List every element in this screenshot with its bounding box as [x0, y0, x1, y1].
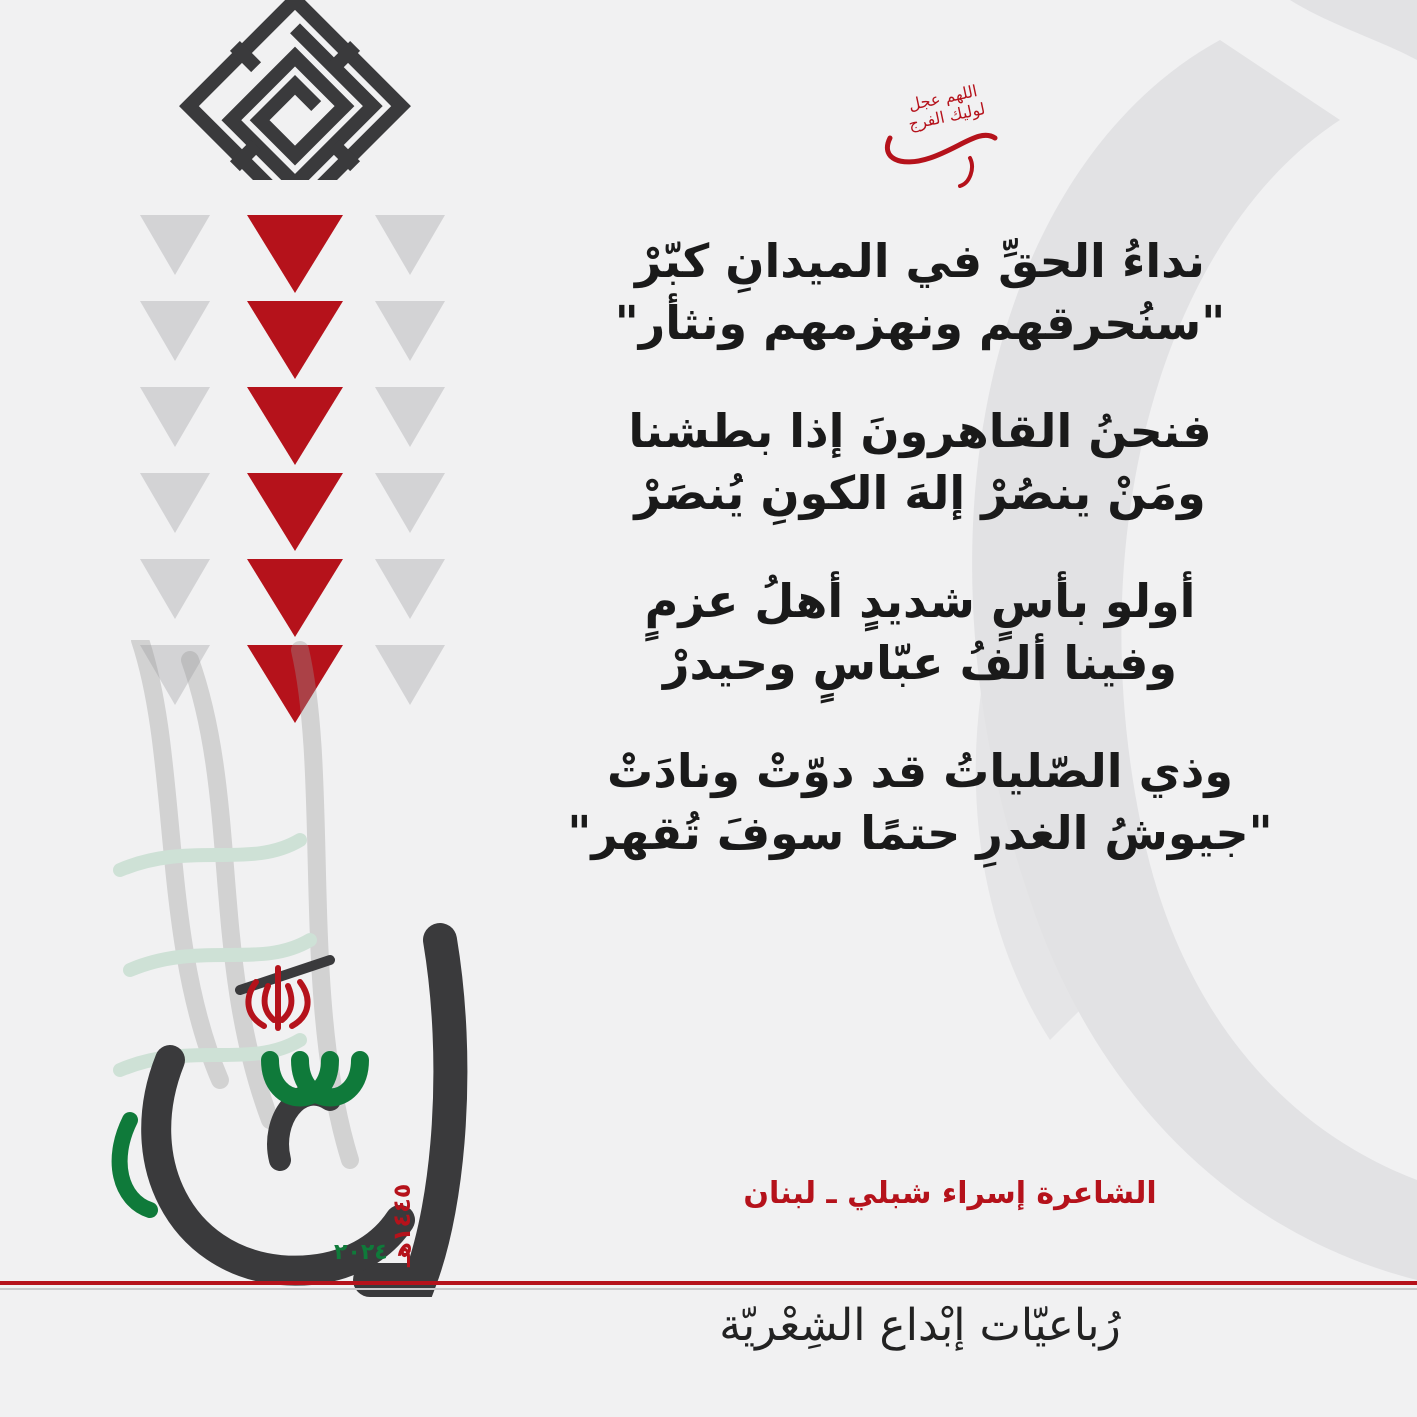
- poet-name: الشاعرة إسراء شبلي ـ لبنان: [743, 1176, 1157, 1211]
- verse-line: ومَنْ ينصُرْ إلهَ الكونِ يُنصَرْ: [634, 466, 1206, 520]
- footer-rule-red: [0, 1281, 1417, 1285]
- year-hijri: ١٤٤٥هـ: [388, 1183, 416, 1267]
- triangle-down-icon: [375, 215, 445, 275]
- triangle-down-icon: [247, 473, 343, 551]
- stanza: [560, 400, 1280, 524]
- triangle-down-icon: [247, 559, 343, 637]
- stanza: [560, 740, 1280, 864]
- triangle-down-icon: [140, 301, 210, 361]
- poem: [560, 230, 1280, 910]
- triangle-down-icon: [140, 387, 210, 447]
- triangle-down-icon: [247, 387, 343, 465]
- verse-line: فنحنُ القاهرونَ إذا بطشنا: [628, 404, 1212, 458]
- verse-line: وفينا ألفُ عبّاسٍ وحيدرْ: [663, 636, 1177, 690]
- triangle-down-icon: [247, 215, 343, 293]
- triangle-down-icon: [247, 301, 343, 379]
- year-gregorian: ٢٠٢٤: [334, 1240, 388, 1265]
- verse-line: وذي الصّلياتُ قد دوّتْ ونادَتْ: [607, 744, 1233, 798]
- triangle-down-icon: [140, 215, 210, 275]
- triangle-down-icon: [140, 473, 210, 533]
- kufic-ornament: [130, 0, 460, 180]
- iran-emblem-icon: [236, 962, 320, 1036]
- footer-rule-grey: [0, 1288, 1417, 1290]
- triangle-down-icon: [375, 301, 445, 361]
- verse-line: نداءُ الحقِّ في الميدانِ كبّرْ: [635, 234, 1205, 288]
- footer-title: رُباعيّات إبْداع الشِعْريّة: [719, 1300, 1121, 1351]
- verse-line: "سنُحرقهم ونهزمهم ونثأر": [614, 296, 1226, 350]
- triangle-down-icon: [140, 559, 210, 619]
- verse-line: "جيوشُ الغدرِ حتمًا سوفَ تُقهر": [567, 806, 1273, 860]
- stanza: [560, 570, 1280, 694]
- triangle-down-icon: [375, 559, 445, 619]
- triangle-down-icon: [375, 387, 445, 447]
- stanza: [560, 230, 1280, 354]
- logo-text: اللهم عجل لوليك الفرج: [906, 81, 987, 134]
- triangle-down-icon: [375, 473, 445, 533]
- verse-line: أولو بأسٍ شديدٍ أهلُ عزمٍ: [644, 574, 1196, 628]
